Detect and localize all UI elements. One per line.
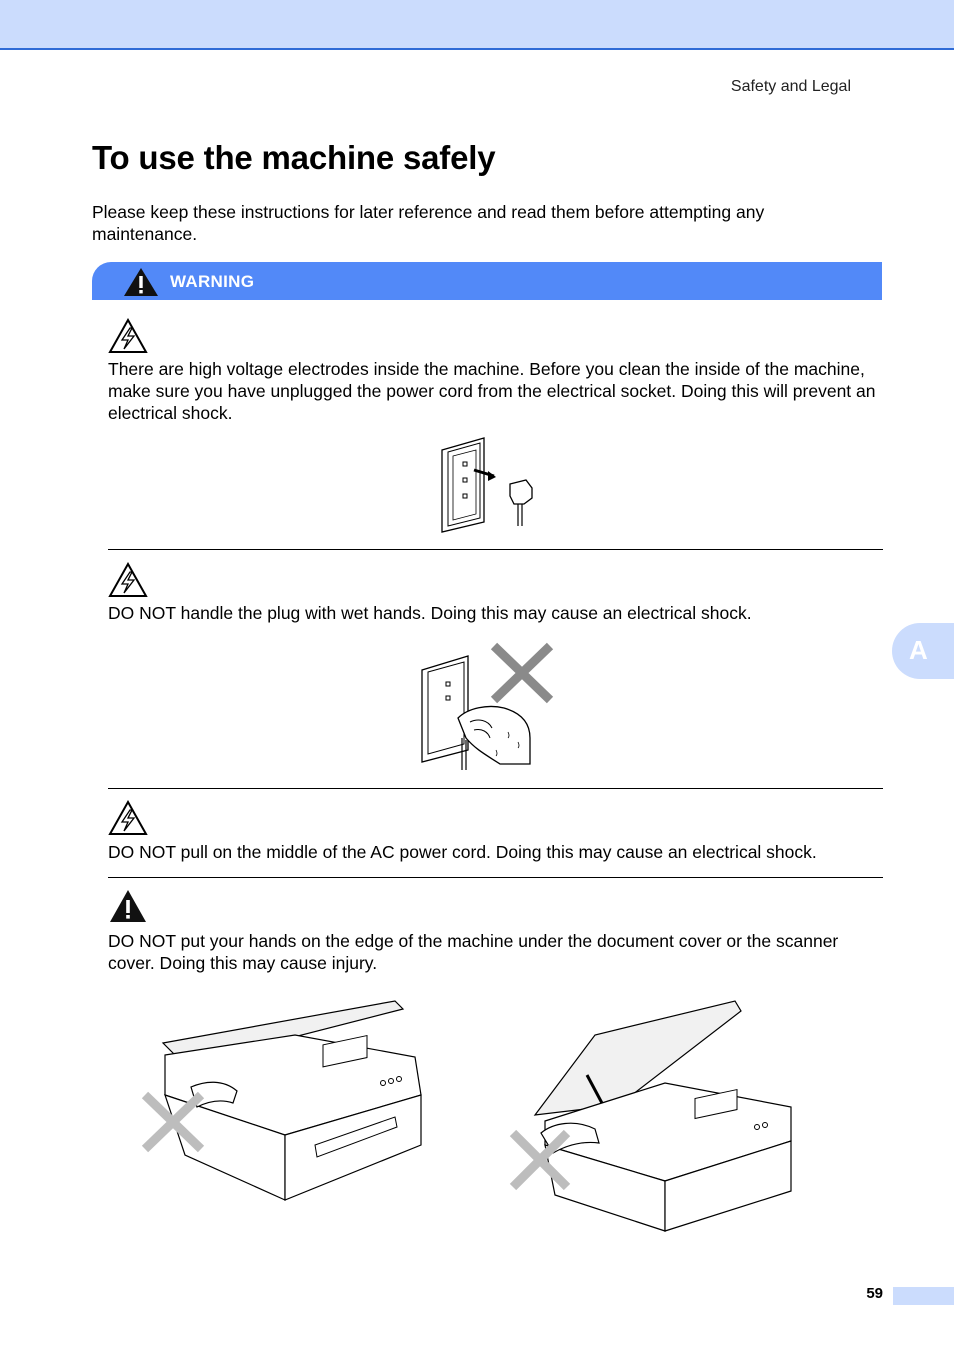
- warning-text-3: DO NOT pull on the middle of the AC power cord. Doing this may cause an electrical shock.: [108, 842, 817, 862]
- electrical-hazard-icon: [108, 318, 148, 354]
- divider: [108, 788, 883, 789]
- electrical-hazard-icon: [108, 800, 148, 836]
- warning-triangle-icon: [123, 267, 159, 297]
- divider: [108, 877, 883, 878]
- scanner-cover-hand-illustration: [495, 995, 795, 1235]
- wet-hands-illustration: [418, 638, 558, 772]
- chapter-tab: [892, 623, 954, 679]
- chapter-tab-label: A: [909, 635, 928, 665]
- divider: [108, 549, 883, 550]
- warning-text-1: There are high voltage electrodes inside the machine. Before you clean the inside of the machine, make sure you have unplugged the power cord from the electrical socket. Doing this will prevent an electrical shock.: [108, 359, 876, 423]
- running-head: Safety and Legal: [730, 78, 851, 95]
- top-band: [0, 0, 954, 50]
- warning-label: WARNING: [170, 272, 255, 291]
- warning-banner: [92, 262, 882, 300]
- page-number: 59: [866, 1285, 883, 1302]
- page-number-bar: [893, 1287, 954, 1305]
- general-warning-icon: [108, 888, 148, 924]
- unplug-illustration: [438, 436, 538, 534]
- scanner-hand-illustration: [125, 995, 430, 1210]
- electrical-hazard-icon: [108, 562, 148, 598]
- warning-text-2: DO NOT handle the plug with wet hands. Doing this may cause an electrical shock.: [108, 603, 752, 623]
- intro-text: Please keep these instructions for later reference and read them before attempting any maintenance.: [92, 202, 765, 244]
- page-title: To use the machine safely: [92, 139, 496, 176]
- warning-text-4: DO NOT put your hands on the edge of the machine under the document cover or the scanner cover. Doing this may cause injury.: [108, 931, 839, 973]
